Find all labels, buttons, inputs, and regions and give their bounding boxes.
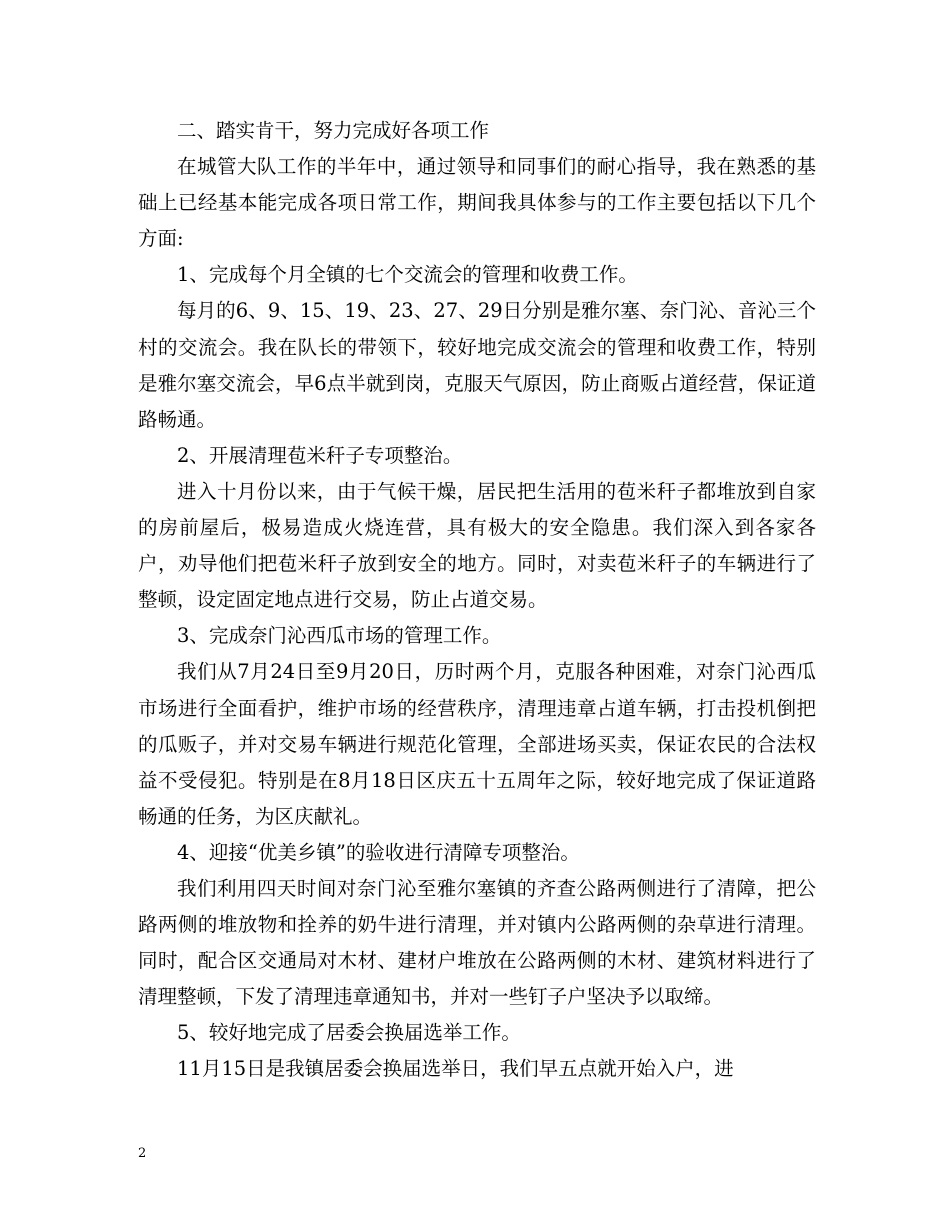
body-paragraph: 在城管大队工作的半年中，通过领导和同事们的耐心指导，我在熟悉的基础上已经基本能完成各项日常工作，期间我具体参与的工作主要包括以下几个方面: [138,155,816,251]
body-paragraph: 进入十月份以来，由于气候干燥，居民把生活用的苞米秆子都堆放到自家的房前屋后，极易造成火烧连营，具有极大的安全隐患。我们深入到各家各户，劝导他们把苞米秆子放到安全的地方。同时，对卖苞米秆子的车辆进行了整顿，设定固定地点进行交易，防止占道交易。 [138,479,816,612]
body-paragraph: 11月15日是我镇居委会换届选举日，我们早五点就开始入户，进 [177,1057,734,1081]
section-heading: 二、踏实肯干，努力完成好各项工作 [177,119,490,142]
item-heading-4: 4、迎接“优美乡镇”的验收进行清障专项整治。 [177,840,580,864]
item-heading-1: 1、完成每个月全镇的七个交流会的管理和收费工作。 [177,263,638,287]
page-number: 2 [138,1146,147,1161]
body-paragraph: 我们从7月24日至9月20日，历时两个月，克服各种困难，对奈门沁西瓜市场进行全面看护，维护市场的经营秩序，清理违章占道车辆，打击投机倒把的瓜贩子，并对交易车辆进行规范化管理，全部进场买卖，保证农民的合法权益不受侵犯。特别是在8月18日区庆五十五周年之际，较好地完成了保证道路畅通的任务，为区庆献礼。 [138,660,816,828]
body-paragraph: 我们利用四天时间对奈门沁至雅尔塞镇的齐查公路两侧进行了清障，把公路两侧的堆放物和拴养的奶牛进行清理，并对镇内公路两侧的杂草进行清理。同时，配合区交通局对木材、建材户堆放在公路两侧的木材、建筑材料进行了清理整顿，下发了清理违章通知书，并对一些钉子户坚决予以取缔。 [138,876,816,1009]
item-heading-2: 2、开展清理苞米秆子专项整治。 [177,443,463,467]
item-heading-3: 3、完成奈门沁西瓜市场的管理工作。 [177,624,502,648]
item-heading-5: 5、较好地完成了居委会换届选举工作。 [177,1021,521,1045]
document-body [138,113,816,1088]
body-paragraph: 每月的6、9、15、19、23、27、29日分别是雅尔塞、奈门沁、音沁三个村的交流会。我在队长的带领下，较好地完成交流会的管理和收费工作，特别是雅尔塞交流会，早6点半就到岗，克服天气原因，防止商贩占道经营，保证道路畅通。 [138,299,816,431]
